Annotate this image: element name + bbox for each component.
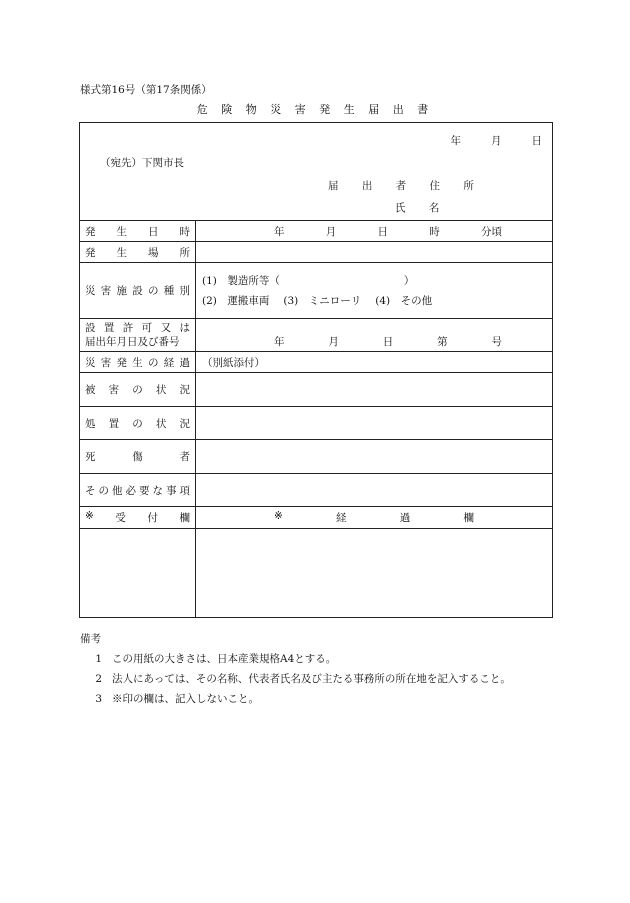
office-use-row <box>80 529 553 618</box>
option-close-paren: ） <box>403 274 415 287</box>
label-char: な <box>152 484 163 497</box>
hour-unit: 時 <box>429 225 440 238</box>
year-unit: 年 <box>274 225 285 238</box>
facility-type-row <box>80 263 553 319</box>
office-header-row <box>80 507 553 529</box>
action-field[interactable] <box>196 407 553 440</box>
other-field[interactable] <box>196 474 553 507</box>
notes-section <box>80 629 550 709</box>
occurrence-datetime-label <box>80 221 196 242</box>
progress-row <box>80 352 553 373</box>
label-char: 施 <box>116 285 127 297</box>
label-char: の <box>132 384 143 396</box>
label-char: 生 <box>116 225 127 238</box>
occurrence-place-row <box>80 242 553 263</box>
label-char: 置 <box>103 322 115 334</box>
label-char: 発 <box>85 225 96 238</box>
label-char: 生 <box>132 356 143 369</box>
damage-label <box>80 373 196 407</box>
submission-date <box>451 133 543 148</box>
header-cell <box>80 123 553 221</box>
month-unit: 月 <box>328 336 339 348</box>
progress-column-header <box>196 507 553 529</box>
day-unit: 日 <box>382 336 394 348</box>
label-char: 他 <box>112 484 123 497</box>
note-item <box>80 689 550 709</box>
option-mini-lorry[interactable]: (3) ミニローリ <box>283 294 362 307</box>
label-char: 害 <box>100 356 112 369</box>
label-char: 発 <box>116 356 127 369</box>
notes-heading: 備考 <box>80 633 101 645</box>
note-text: この用紙の大きさは、日本産業規格A4とする。 <box>112 653 337 665</box>
progress-field[interactable] <box>196 352 553 373</box>
damage-field[interactable] <box>196 373 553 407</box>
label-char: 又 <box>160 322 172 334</box>
label-char: 日 <box>148 225 159 238</box>
label-char: 害 <box>100 285 112 297</box>
label-char: 時 <box>179 225 190 238</box>
applicant-name-label: 氏 名 <box>395 202 450 214</box>
label-char: 許 <box>122 322 134 334</box>
report-form-table <box>79 122 553 618</box>
permit-label <box>80 319 196 352</box>
occurrence-place-label <box>80 242 196 263</box>
option-transport-vehicle[interactable]: (2) 運搬車両 <box>202 294 270 307</box>
label-char: 設 <box>85 322 96 334</box>
label-char: 置 <box>108 417 120 430</box>
label-char: 状 <box>155 384 167 396</box>
label-char: 処 <box>85 417 96 430</box>
label-char: 況 <box>179 384 190 396</box>
action-row <box>80 407 553 440</box>
label-char: は <box>179 322 190 334</box>
number-prefix: 第 <box>437 336 448 348</box>
label-char: 要 <box>139 484 150 497</box>
facility-type-field <box>196 263 553 319</box>
permit-field[interactable] <box>196 319 553 352</box>
damage-row <box>80 373 553 407</box>
casualties-row <box>80 440 553 474</box>
attached-separately-note: （別紙添付） <box>202 356 265 369</box>
year-unit: 年 <box>274 336 285 348</box>
date-month: 月 <box>491 135 502 147</box>
label-char: 所 <box>179 246 190 259</box>
document-title: 危 険 物 災 害 発 生 届 出 書 <box>196 103 434 116</box>
option-other[interactable]: (4) その他 <box>375 294 433 307</box>
label-char: そ <box>85 484 96 497</box>
date-day: 日 <box>531 135 542 147</box>
occurrence-place-field[interactable] <box>196 242 553 263</box>
label-char: 受 <box>115 512 126 524</box>
label-char: 別 <box>179 285 190 297</box>
note-text: ※印の欄は、記入しないこと。 <box>112 693 259 705</box>
addressee: （宛先）下関市長 <box>100 157 184 169</box>
label-char: 設 <box>132 285 143 297</box>
label-char: 害 <box>108 384 120 396</box>
month-unit: 月 <box>325 225 337 238</box>
casualties-label <box>80 440 196 474</box>
note-number: 2 <box>95 673 102 685</box>
label-char: 場 <box>148 246 159 259</box>
number-suffix: 号 <box>491 336 502 348</box>
label-char: 災 <box>85 356 96 369</box>
label-char: 死 <box>85 451 96 463</box>
note-number: 1 <box>95 653 102 665</box>
label-char: 被 <box>85 384 96 396</box>
label-char: 況 <box>179 417 190 430</box>
label-char: 発 <box>85 246 96 259</box>
option-manufacturing[interactable]: (1) 製造所等（ <box>202 274 280 287</box>
occurrence-datetime-row <box>80 221 553 242</box>
label-char: 状 <box>155 417 167 430</box>
label-char: 経 <box>163 356 175 369</box>
label-char: の <box>132 417 143 430</box>
label-char: 経 <box>336 512 347 524</box>
casualties-field[interactable] <box>196 440 553 474</box>
action-label <box>80 407 196 440</box>
label-char: 事 <box>166 484 177 497</box>
minute-unit: 分頃 <box>481 225 502 238</box>
note-text: 法人にあっては、その名称、代表者氏名及び主たる事務所の所在地を記入すること。 <box>112 673 511 685</box>
note-number: 3 <box>95 693 102 705</box>
date-year: 年 <box>450 135 461 147</box>
label-char: の <box>148 285 159 297</box>
label-char: 欄 <box>179 512 190 524</box>
label-char: ※ <box>85 510 94 522</box>
applicant-address-label: 届 出 者 住 所 <box>328 180 484 192</box>
label-char: 欄 <box>463 512 474 524</box>
other-row <box>80 474 553 507</box>
label-char: 項 <box>179 484 190 497</box>
label-char: ※ <box>274 510 283 522</box>
reception-column-header <box>80 507 196 529</box>
header-row <box>80 123 553 221</box>
label-char: の <box>148 356 159 369</box>
label-char: 生 <box>116 246 127 259</box>
label-char: 者 <box>179 451 190 463</box>
progress-box <box>196 529 553 618</box>
day-unit: 日 <box>377 225 388 238</box>
label-char: 必 <box>125 484 136 497</box>
facility-type-label <box>80 263 196 319</box>
form-number: 様式第16号（第17条関係） <box>80 84 212 96</box>
permit-label-line2: 届出年月日及び番号 <box>85 336 180 348</box>
progress-label <box>80 352 196 373</box>
permit-row <box>80 319 553 352</box>
label-char: 傷 <box>132 451 143 463</box>
note-item <box>80 669 550 689</box>
occurrence-datetime-field[interactable] <box>196 221 553 242</box>
label-char: 可 <box>141 322 153 334</box>
label-char: 災 <box>85 285 96 297</box>
label-char: 過 <box>399 512 411 524</box>
label-char: 種 <box>163 285 175 297</box>
other-label <box>80 474 196 507</box>
reception-box <box>80 529 196 618</box>
label-char: 付 <box>147 512 158 524</box>
note-item <box>80 649 550 669</box>
label-char: の <box>98 484 109 497</box>
label-char: 過 <box>179 356 190 369</box>
